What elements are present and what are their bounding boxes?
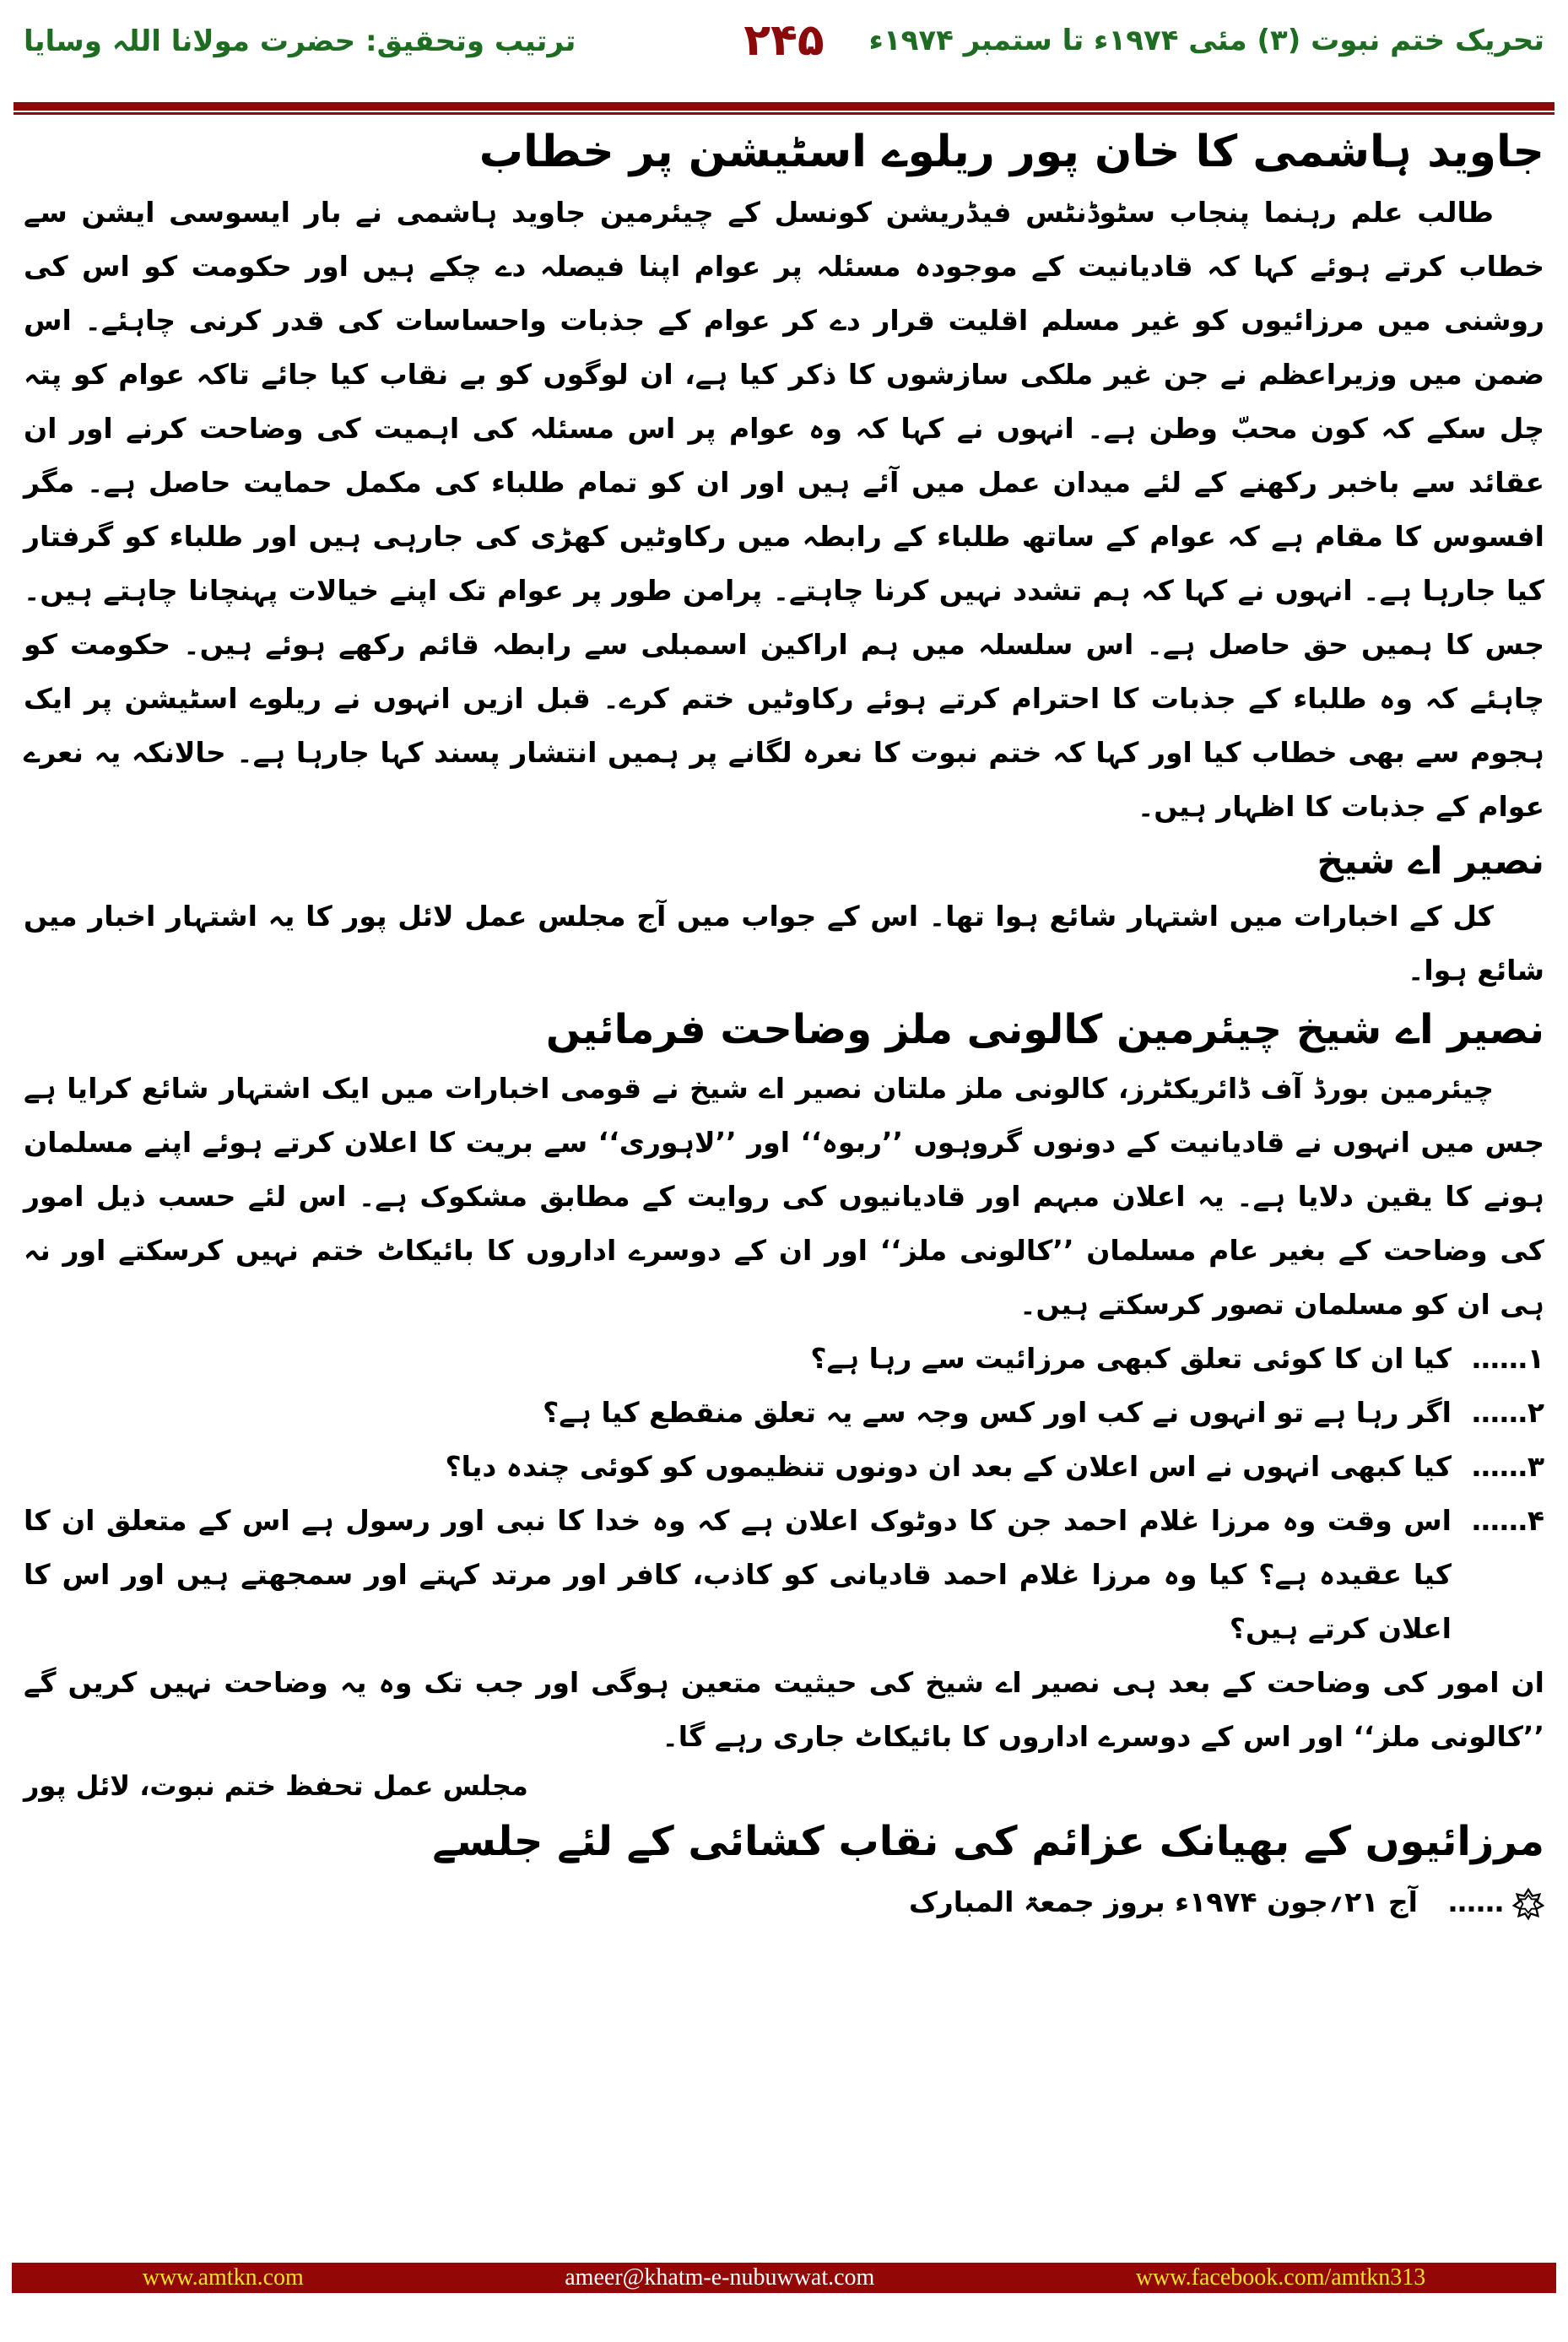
event-item [24,1875,1544,1929]
section-javed-hashmi [24,118,1544,834]
book-title: تحریک ختم نبوت (۳) مئی ۱۹۷۴ء تا ستمبر ۱۹۷۴ء [868,24,1544,57]
question-item [24,1386,1544,1440]
event-text: آج ۲۱؍جون ۱۹۷۴ء بروز جمعۃ المبارک [908,1885,1418,1918]
signature-row [24,1764,1544,1808]
compiler-credit: ترتیب وتحقیق: حضرت مولانا اللہ وسایا [24,24,576,58]
question-number: ۲…… [1471,1396,1544,1429]
header-rule-thin [14,112,1554,115]
body-paragraph: کل کے اخبارات میں اشتہار شائع ہوا تھا۔ اس کے جواب میں آج مجلس عمل لائل پور کا یہ اشتہار اخبار میں شائع ہوا۔ [24,900,1544,987]
question-item [24,1494,1544,1656]
page-header [24,0,1544,110]
question-item [24,1332,1544,1386]
signature: مجلس عمل تحفظ ختم نبوت، لائل پور [24,1770,528,1802]
event-dots: …… [1448,1885,1504,1918]
question-item [24,1440,1544,1494]
star-octagram-icon [1512,1888,1544,1920]
section-jalsa [24,1808,1544,1929]
email-link[interactable]: ameer@khatm-e-nubuwwat.com [565,2264,875,2291]
question-number: ۳…… [1471,1450,1544,1483]
header-rule-thick [14,102,1554,111]
section-heading: جاوید ہاشمی کا خان پور ریلوے اسٹیشن پر خطاب [479,127,1544,177]
body-paragraph: چیئرمین بورڈ آف ڈائریکٹرز، کالونی ملز ملتان نصیر اے شیخ نے قومی اخبارات میں ایک اشتہار شائع کرایا ہے جس میں انہوں نے قادیانیت کے دونوں گروہوں ’’ربوہ‘‘ اور ’’لاہوری‘‘ سے بریت کا اعلان کرتے ہوئے اپنے مسلمان ہونے کا یقین دلایا ہے۔ یہ اعلان مبہم اور قادیانیوں کی روایت کے مطابق مشکوک ہے۔ اس لئے حسب ذیل امور کی وضاحت کے بغیر عام مسلمان ’’کالونی ملز‘‘ اور ان کے دوسرے اداروں کا بائیکاٹ ختم نہیں کرسکتے اور نہ ہی ان کو مسلمان تصور کرسکتے ہیں۔ [24,1072,1544,1321]
section-heading: مرزائیوں کے بھیانک عزائم کی نقاب کشائی کے لئے جلسے [432,1818,1544,1865]
question-text: اگر رہا ہے تو انہوں نے کب اور کس وجہ سے یہ تعلق منقطع کیا ہے؟ [543,1396,1452,1429]
section-naseer-a-sheikh [24,834,1544,998]
website-link[interactable]: www.amtkn.com [142,2264,304,2291]
section-colony-mills-notice [24,998,1544,1808]
question-text: کیا ان کا کوئی تعلق کبھی مرزائیت سے رہا ہے؟ [810,1342,1452,1375]
event-marker [1418,1875,1544,1929]
facebook-link[interactable]: www.facebook.com/amtkn313 [1135,2264,1426,2291]
closing-paragraph: ان امور کی وضاحت کے بعد ہی نصیر اے شیخ کی حیثیت متعین ہوگی اور جب تک وہ یہ وضاحت نہیں کریں گے ’’کالونی ملز‘‘ اور اس کے دوسرے اداروں کا بائیکاٹ جاری رہے گا۔ [24,1666,1544,1753]
page-content [24,118,1544,1929]
section-heading: نصیر اے شیخ چیئرمین کالونی ملز وضاحت فرمائیں [545,1006,1544,1053]
body-paragraph: طالب علم رہنما پنجاب سٹوڈنٹس فیڈریشن کونسل کے چیئرمین جاوید ہاشمی نے بار ایسوسی ایشن سے خطاب کرتے ہوئے کہا کہ قادیانیت کے موجودہ مسئلہ پر عوام اپنا فیصلہ دے چکے ہیں اور حکومت کو اس کی روشنی میں مرزائیوں کو غیر مسلم اقلیت قرار دے کر عوام کے جذبات واحساسات کی قدر کرنی چاہئے۔ اس ضمن میں وزیراعظم نے جن غیر ملکی سازشوں کا ذکر کیا ہے، ان لوگوں کو بے نقاب کیا جائے تاکہ عوام کو پتہ چل سکے کہ کون محبّ وطن ہے۔ انہوں نے کہا کہ وہ عوام پر اس مسئلہ کی اہمیت کی وضاحت کرنے اور ان عقائد سے باخبر رکھنے کے لئے میدان عمل میں آئے ہیں اور ان کو تمام طلباء کی مکمل حمایت حاصل ہے۔ مگر افسوس کا مقام ہے کہ عوام کے ساتھ طلباء کے رابطہ میں رکاوٹیں کھڑی کی جارہی ہیں اور طلباء کو گرفتار کیا جارہا ہے۔ انہوں نے کہا کہ ہم تشدد نہیں کرنا چاہتے۔ پرامن طور پر عوام تک اپنے خیالات پہنچانا چاہتے ہیں۔ جس کا ہمیں حق حاصل ہے۔ اس سلسلہ میں ہم اراکین اسمبلی سے رابطہ قائم رکھے ہوئے ہیں۔ حکومت کو چاہئے کہ وہ طلباء کے جذبات کا احترام کرتے ہوئے رکاوٹیں ختم کرے۔ قبل ازیں انہوں نے ریلوے اسٹیشن پر ایک ہجوم سے بھی خطاب کیا اور کہا کہ ختم نبوت کا نعرہ لگانے پر ہمیں انتشار پسند کہا جارہا ہے۔ حالانکہ یہ نعرے عوام کے جذبات کا اظہار ہیں۔ [24,196,1544,823]
section-heading: نصیر اے شیخ [1317,840,1544,883]
question-number: ۱…… [1471,1342,1544,1375]
question-number: ۴…… [1471,1504,1544,1537]
page-number: ۲۴۵ [743,15,825,66]
question-text: کیا کبھی انہوں نے اس اعلان کے بعد ان دونوں تنظیموں کو کوئی چندہ دیا؟ [445,1450,1452,1483]
question-text: اس وقت وہ مرزا غلام احمد جن کا دوٹوک اعلان ہے کہ وہ خدا کا نبی اور رسول ہے اس کے متعلق ان کا کیا عقیدہ ہے؟ کیا وہ مرزا غلام احمد قادیانی کو کاذب، کافر اور مرتد کہتے اور سمجھتے ہیں اور اس کا اعلان کرتے ہیں؟ [24,1504,1452,1645]
page-footer [12,2263,1556,2293]
